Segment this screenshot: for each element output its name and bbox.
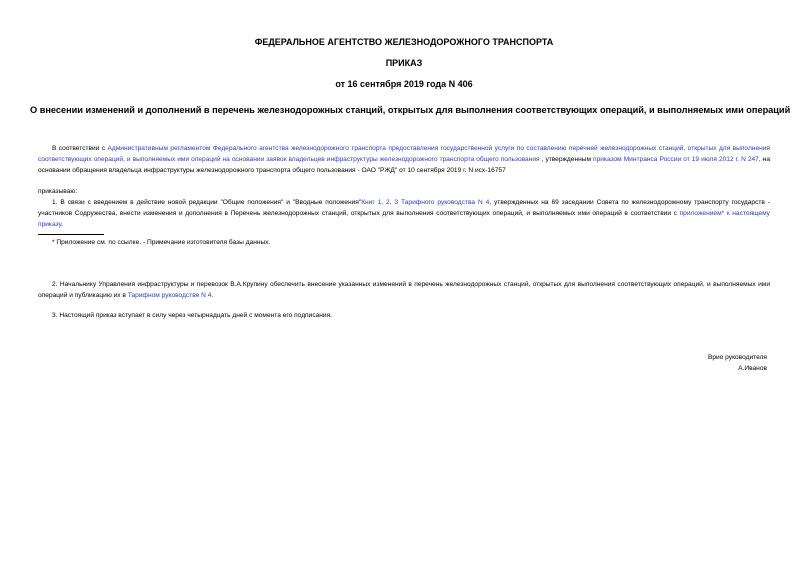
signatory-name: А.Иванов xyxy=(738,365,767,372)
intro-text-3: , на основании обращения владельца инфраструктуры железнодорожного транспорта общего пользования - ОАО "РЖД" от 10 сентября 2019 г. N исх-16757 xyxy=(38,156,770,174)
footnote: * Приложение см. по ссылке. - Примечание изготовителя базы данных. xyxy=(52,239,271,246)
document-subject: О внесении изменений и дополнений в перечень железнодорожных станций, открытых для выполнения соответствующих операций, и выполняемых ими операций xyxy=(30,105,791,115)
appendix-link[interactable]: приложением* к настоящему приказу xyxy=(38,210,770,228)
signatory-title: Врио руководителя xyxy=(707,354,767,361)
item-2-paragraph xyxy=(38,279,770,301)
ministry-order-link[interactable]: приказом Минтранса России от 19 июля 2012 г. N 247 xyxy=(593,156,759,163)
regulation-link[interactable]: Административным регламентом Федерального агентства железнодорожного транспорта предоставления государственной услуги по составлению перечней железнодорожных станций, открытых для выполнения соответствующих операций, и выполняемых ими операций на основании заявок владельцев инфраструктуры железнодорожного транспорта общего пользования xyxy=(38,145,771,163)
item-2-text-2: . xyxy=(211,292,214,299)
item-1-text-1: 1. В связи с введением в действие новой редакции "Общие положения" и "Вводные положения" xyxy=(52,199,362,206)
document-date-number: от 16 сентября 2019 года N 406 xyxy=(335,79,473,89)
ordered-label: приказываю: xyxy=(38,188,78,195)
item-1-text-2: , утвержденных на 69 заседании Совета по железнодорожному транспорту государств - участников Содружества, внести изменения и дополнения в Перечень железнодорожных станций, открытых для выполнения соответствующих операций, и выполняемых ими операций в соответствии с xyxy=(38,199,771,217)
intro-text-1: В соответствии с xyxy=(52,145,108,152)
item-1-text-3: . xyxy=(61,221,63,228)
item-2-text-1: 2. Начальнику Управления инфраструктуры и перевозок В.А.Крупину обеспечить внесение указанных изменений в перечень железнодорожных станций, открытых для выполнения соответствующих операций, и выполняемых ими операций и публикацию их в xyxy=(38,281,770,299)
item-1-paragraph xyxy=(38,197,770,230)
agency-name: ФЕДЕРАЛЬНОЕ АГЕНТСТВО ЖЕЛЕЗНОДОРОЖНОГО ТРАНСПОРТА xyxy=(254,37,554,47)
tariff-books-link[interactable]: Книг 1, 2, 3 Тарифного руководства N 4 xyxy=(361,199,490,206)
intro-paragraph xyxy=(38,143,770,176)
document-type: ПРИКАЗ xyxy=(385,58,423,68)
tariff-guide-link[interactable]: Тарифном руководстве N 4 xyxy=(127,292,212,299)
document-page xyxy=(30,0,791,571)
footnote-divider xyxy=(38,234,104,235)
item-3-paragraph: 3. Настоящий приказ вступает в силу через четырнадцать дней с момента его подписания. xyxy=(52,312,333,319)
intro-text-2: , утвержденным xyxy=(539,156,593,163)
